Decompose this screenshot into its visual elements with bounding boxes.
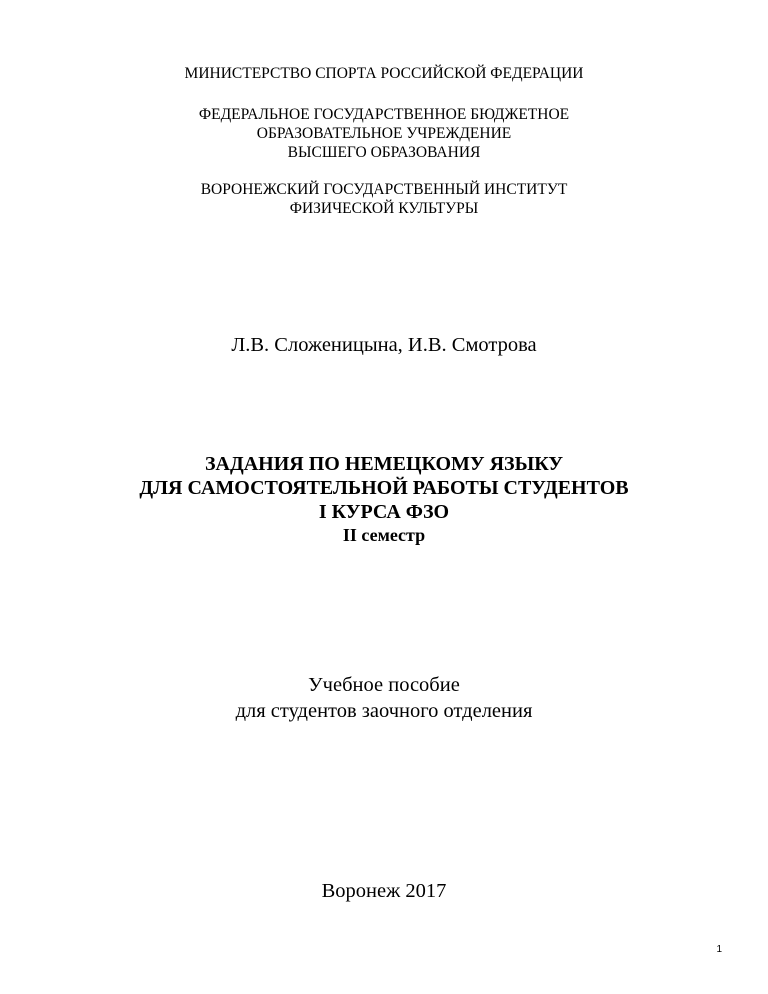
institute-name [0,180,768,218]
subtitle-line: Учебное пособие [308,674,460,696]
title-line: ДЛЯ САМОСТОЯТЕЛЬНОЙ РАБОТЫ СТУДЕНТОВ [139,477,629,499]
document-subtitle [0,672,768,724]
institute-line: ФИЗИЧЕСКОЙ КУЛЬТУРЫ [289,200,479,217]
city-year: Воронеж 2017 [321,880,447,902]
semester-label: II семестр [342,525,426,545]
organization-line: ВЫСШЕГО ОБРАЗОВАНИЯ [287,144,481,161]
authors: Л.В. Сложеницына, И.В. Смотрова [231,334,537,356]
title-line: I КУРСА ФЗО [318,501,450,523]
organization-name [0,105,768,162]
document-title [0,452,768,546]
institute-line: ВОРОНЕЖСКИЙ ГОСУДАРСТВЕННЫЙ ИНСТИТУТ [200,181,568,198]
organization-line: ФЕДЕРАЛЬНОЕ ГОСУДАРСТВЕННОЕ БЮДЖЕТНОЕ [198,106,570,123]
organization-line: ОБРАЗОВАТЕЛЬНОЕ УЧРЕЖДЕНИЕ [256,125,512,142]
ministry-name: МИНИСТЕРСТВО СПОРТА РОССИЙСКОЙ ФЕДЕРАЦИИ [184,65,584,82]
page-number: 1 [716,944,722,955]
title-line: ЗАДАНИЯ ПО НЕМЕЦКОМУ ЯЗЫКУ [204,453,564,475]
subtitle-line: для студентов заочного отделения [235,700,533,722]
